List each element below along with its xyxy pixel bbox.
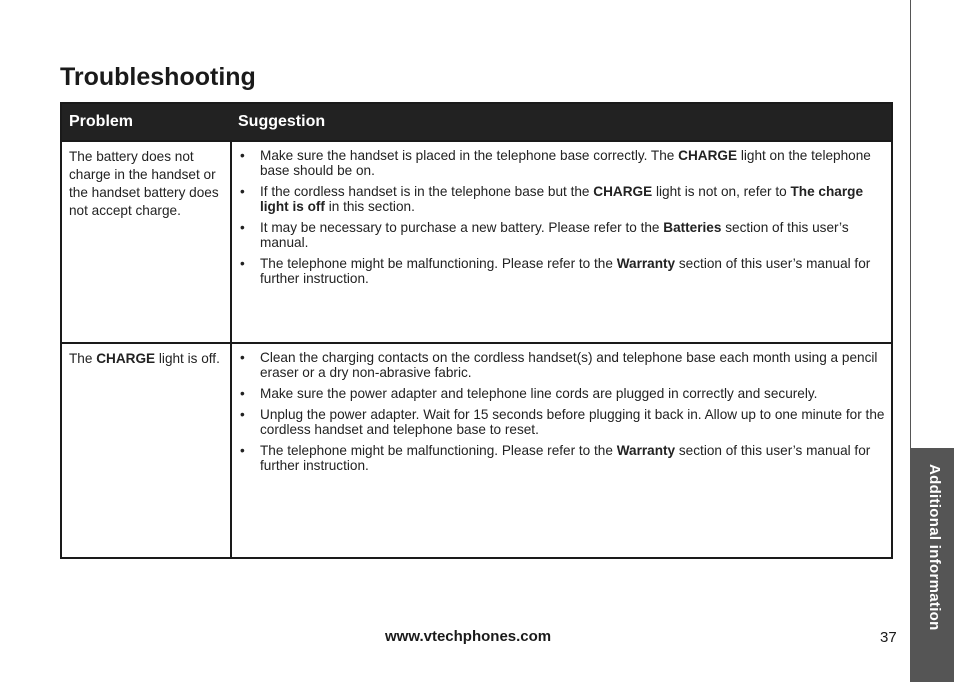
bold-text: CHARGE: [593, 184, 653, 199]
suggestion-text: [260, 443, 885, 473]
text-run: light is not on, refer to: [652, 184, 791, 199]
bullet-icon: •: [240, 443, 245, 458]
suggestion-item: [238, 407, 885, 437]
suggestion-list: [238, 350, 885, 473]
suggestion-item: [238, 443, 885, 473]
suggestion-text: [260, 220, 885, 250]
text-run: Make sure the power adapter and telephone line cords are plugged in correctly and securely.: [260, 386, 818, 401]
footer-url: www.vtechphones.com: [385, 628, 552, 645]
suggestion-text: [260, 256, 885, 286]
text-run: The telephone might be malfunctioning. Please refer to the: [260, 443, 617, 458]
text-run: light on the telephone base should be on.: [260, 148, 871, 178]
text-run: Unplug the power adapter. Wait for 15 seconds before plugging it back in. Allow up to one minute for the cordless handset and telephone base to reset.: [260, 407, 885, 437]
problem-cell: [62, 142, 232, 342]
bold-text: The charge light is off: [260, 184, 864, 214]
suggestion-text: [260, 386, 885, 401]
text-run: section of this user’s manual for further instruction.: [260, 256, 871, 286]
text-run: section of this user’s manual for further instruction.: [260, 443, 871, 473]
suggestion-cell: [232, 142, 891, 342]
suggestion-item: [238, 256, 885, 286]
text-run: Clean the charging contacts on the cordless handset(s) and telephone base each month using a pencil eraser or a dry non-abrasive fabric.: [260, 350, 878, 380]
suggestion-list: [238, 148, 885, 286]
page-number: 37: [880, 629, 897, 646]
suggestion-item: [238, 350, 885, 380]
bullet-icon: •: [240, 350, 245, 365]
text-run: The battery does not charge in the handset or the handset battery does not accept charge.: [69, 149, 219, 218]
table-row: [62, 342, 891, 557]
text-run: Make sure the handset is placed in the telephone base correctly. The: [260, 148, 679, 163]
page-title: Troubleshooting: [60, 63, 256, 91]
bullet-icon: •: [240, 184, 245, 199]
header-problem: Problem: [69, 113, 134, 130]
header-suggestion: Suggestion: [238, 113, 326, 130]
text-run: in this section.: [324, 199, 415, 214]
suggestion-item: [238, 220, 885, 250]
suggestion-text: [260, 148, 885, 178]
suggestion-item: [238, 148, 885, 178]
bullet-icon: •: [240, 148, 245, 163]
text-run: The: [69, 351, 97, 366]
bold-text: Warranty: [616, 443, 676, 458]
side-tab-label: Additional information: [926, 464, 943, 631]
suggestion-text: [260, 407, 885, 437]
bold-text: Warranty: [616, 256, 676, 271]
bold-text: CHARGE: [678, 148, 738, 163]
text-run: If the cordless handset is in the telephone base but the: [260, 184, 594, 199]
table-header: [62, 104, 891, 140]
bullet-icon: •: [240, 407, 245, 422]
problem-cell: [62, 344, 232, 557]
text-run: section of this user’s manual.: [260, 220, 849, 250]
table-row: [62, 140, 891, 342]
text-run: The telephone might be malfunctioning. Please refer to the: [260, 256, 617, 271]
text-run: It may be necessary to purchase a new battery. Please refer to the: [260, 220, 664, 235]
suggestion-item: [238, 184, 885, 214]
suggestion-item: [238, 386, 885, 401]
section-side-tab: [911, 448, 954, 682]
bullet-icon: •: [240, 256, 245, 271]
bullet-icon: •: [240, 220, 245, 235]
bold-text: CHARGE: [96, 351, 156, 366]
suggestion-cell: [232, 344, 891, 557]
text-run: light is off.: [155, 351, 220, 366]
bold-text: Batteries: [663, 220, 722, 235]
suggestion-text: [260, 184, 885, 214]
suggestion-text: [260, 350, 885, 380]
bullet-icon: •: [240, 386, 245, 401]
troubleshooting-table: [60, 102, 893, 559]
